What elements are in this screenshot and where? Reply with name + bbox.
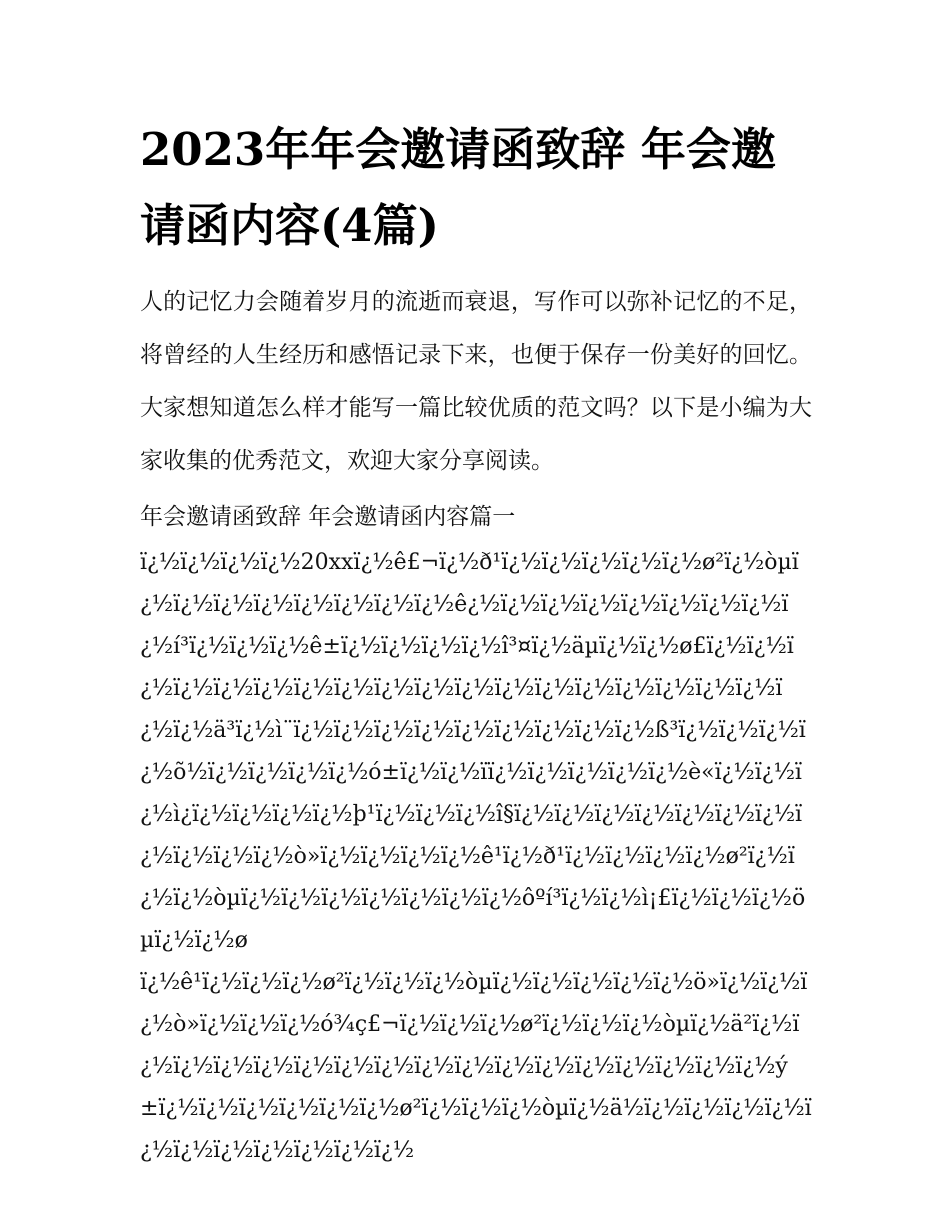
section-heading: 年会邀请函致辞 年会邀请函内容篇一: [140, 504, 516, 530]
document-title: 2023年年会邀请函致辞 年会邀请函内容(4篇): [140, 123, 776, 252]
intro-paragraph: 人的记忆力会随着岁月的流逝而衰退，写作可以弥补记忆的不足，将曾经的人生经历和感悟记录下来，也便于保存一份美好的回忆。大家想知道怎么样才能写一篇比较优质的范文吗？以下是小编为大家收集的优秀范文，欢迎大家分享阅读。: [140, 289, 812, 474]
garbled-paragraph-2: ï¿½ê¹ï¿½ï¿½ï¿½ø²ï¿½ï¿½ï¿½òµï¿½ï¿½ï¿½ï¿½ï¿½ö»ï¿½ï¿½ï¿½ò»ï¿½ï¿½ï¿½ó¾ç£¬ï¿½ï¿½ï¿½ø²ï¿½ï¿½ï¿½òµï¿½ä²ï¿½ï¿½ï¿½ï¿½ï¿½ï¿½ï¿½ï¿½ï¿½ï¿½ï¿½ï¿½ï¿½ï¿½ï¿½ï¿½ï¿½ý±ï¿½ï¿½ï¿½ï¿½ï¿½ï¿½ø²ï¿½ï¿½ï¿½òµï¿½ä½ï¿½ï¿½ï¿½ï¿½ï¿½ï¿½ï¿½ï¿½ï¿½ï¿½ï¿½: [140, 970, 812, 1163]
garbled-paragraph-1: ï¿½ï¿½ï¿½ï¿½20xxï¿½ê£¬ï¿½ð¹ï¿½ï¿½ï¿½ï¿½ï¿½ø²ï¿½òµï¿½ï¿½ï¿½ï¿½ï¿½ï¿½ï¿½ï¿½ê¿½ï¿½ï¿½ï¿½ï¿½ï¿½ï¿½ï¿½ï¿½í³ï¿½ï¿½ï¿½ê±ï¿½ï¿½ï¿½ï¿½î³¤ï¿½äµï¿½ï¿½ø£ï¿½ï¿½ï¿½ï¿½ï¿½ï¿½ï¿½ï¿½ï¿½ï¿½ï¿½ï¿½ï¿½ï¿½ï¿½ï¿½ï¿½ï¿½ï¿½ï¿½ä³ï¿½ì¨ï¿½ï¿½ï¿½ï¿½ï¿½ï¿½ï¿½ï¿½ï¿½ß³ï¿½ï¿½ï¿½ï¿½õ½ï¿½ï¿½ï¿½ï¿½ó±ï¿½ï¿½ïï¿½ï¿½ï¿½ï¿½ï¿½è«ï¿½ï¿½ï¿½ì¿ï¿½ï¿½ï¿½ï¿½þ¹ï¿½ï¿½ï¿½î§ï¿½ï¿½ï¿½ï¿½ï¿½ï¿½ï¿½ï¿½ï¿½ï¿½ï¿½ò»ï¿½ï¿½ï¿½ï¿½ê¹ï¿½ð¹ï¿½ï¿½ï¿½ï¿½ø²ï¿½ï¿½ï¿½òµï¿½ï¿½ï¿½ï¿½ï¿½ï¿½ï¿½ôºí³ï¿½ï¿½ì¡£ï¿½ï¿½ï¿½öµï¿½ï¿½ø: [140, 550, 806, 953]
document-page: [140, 112, 812, 1172]
